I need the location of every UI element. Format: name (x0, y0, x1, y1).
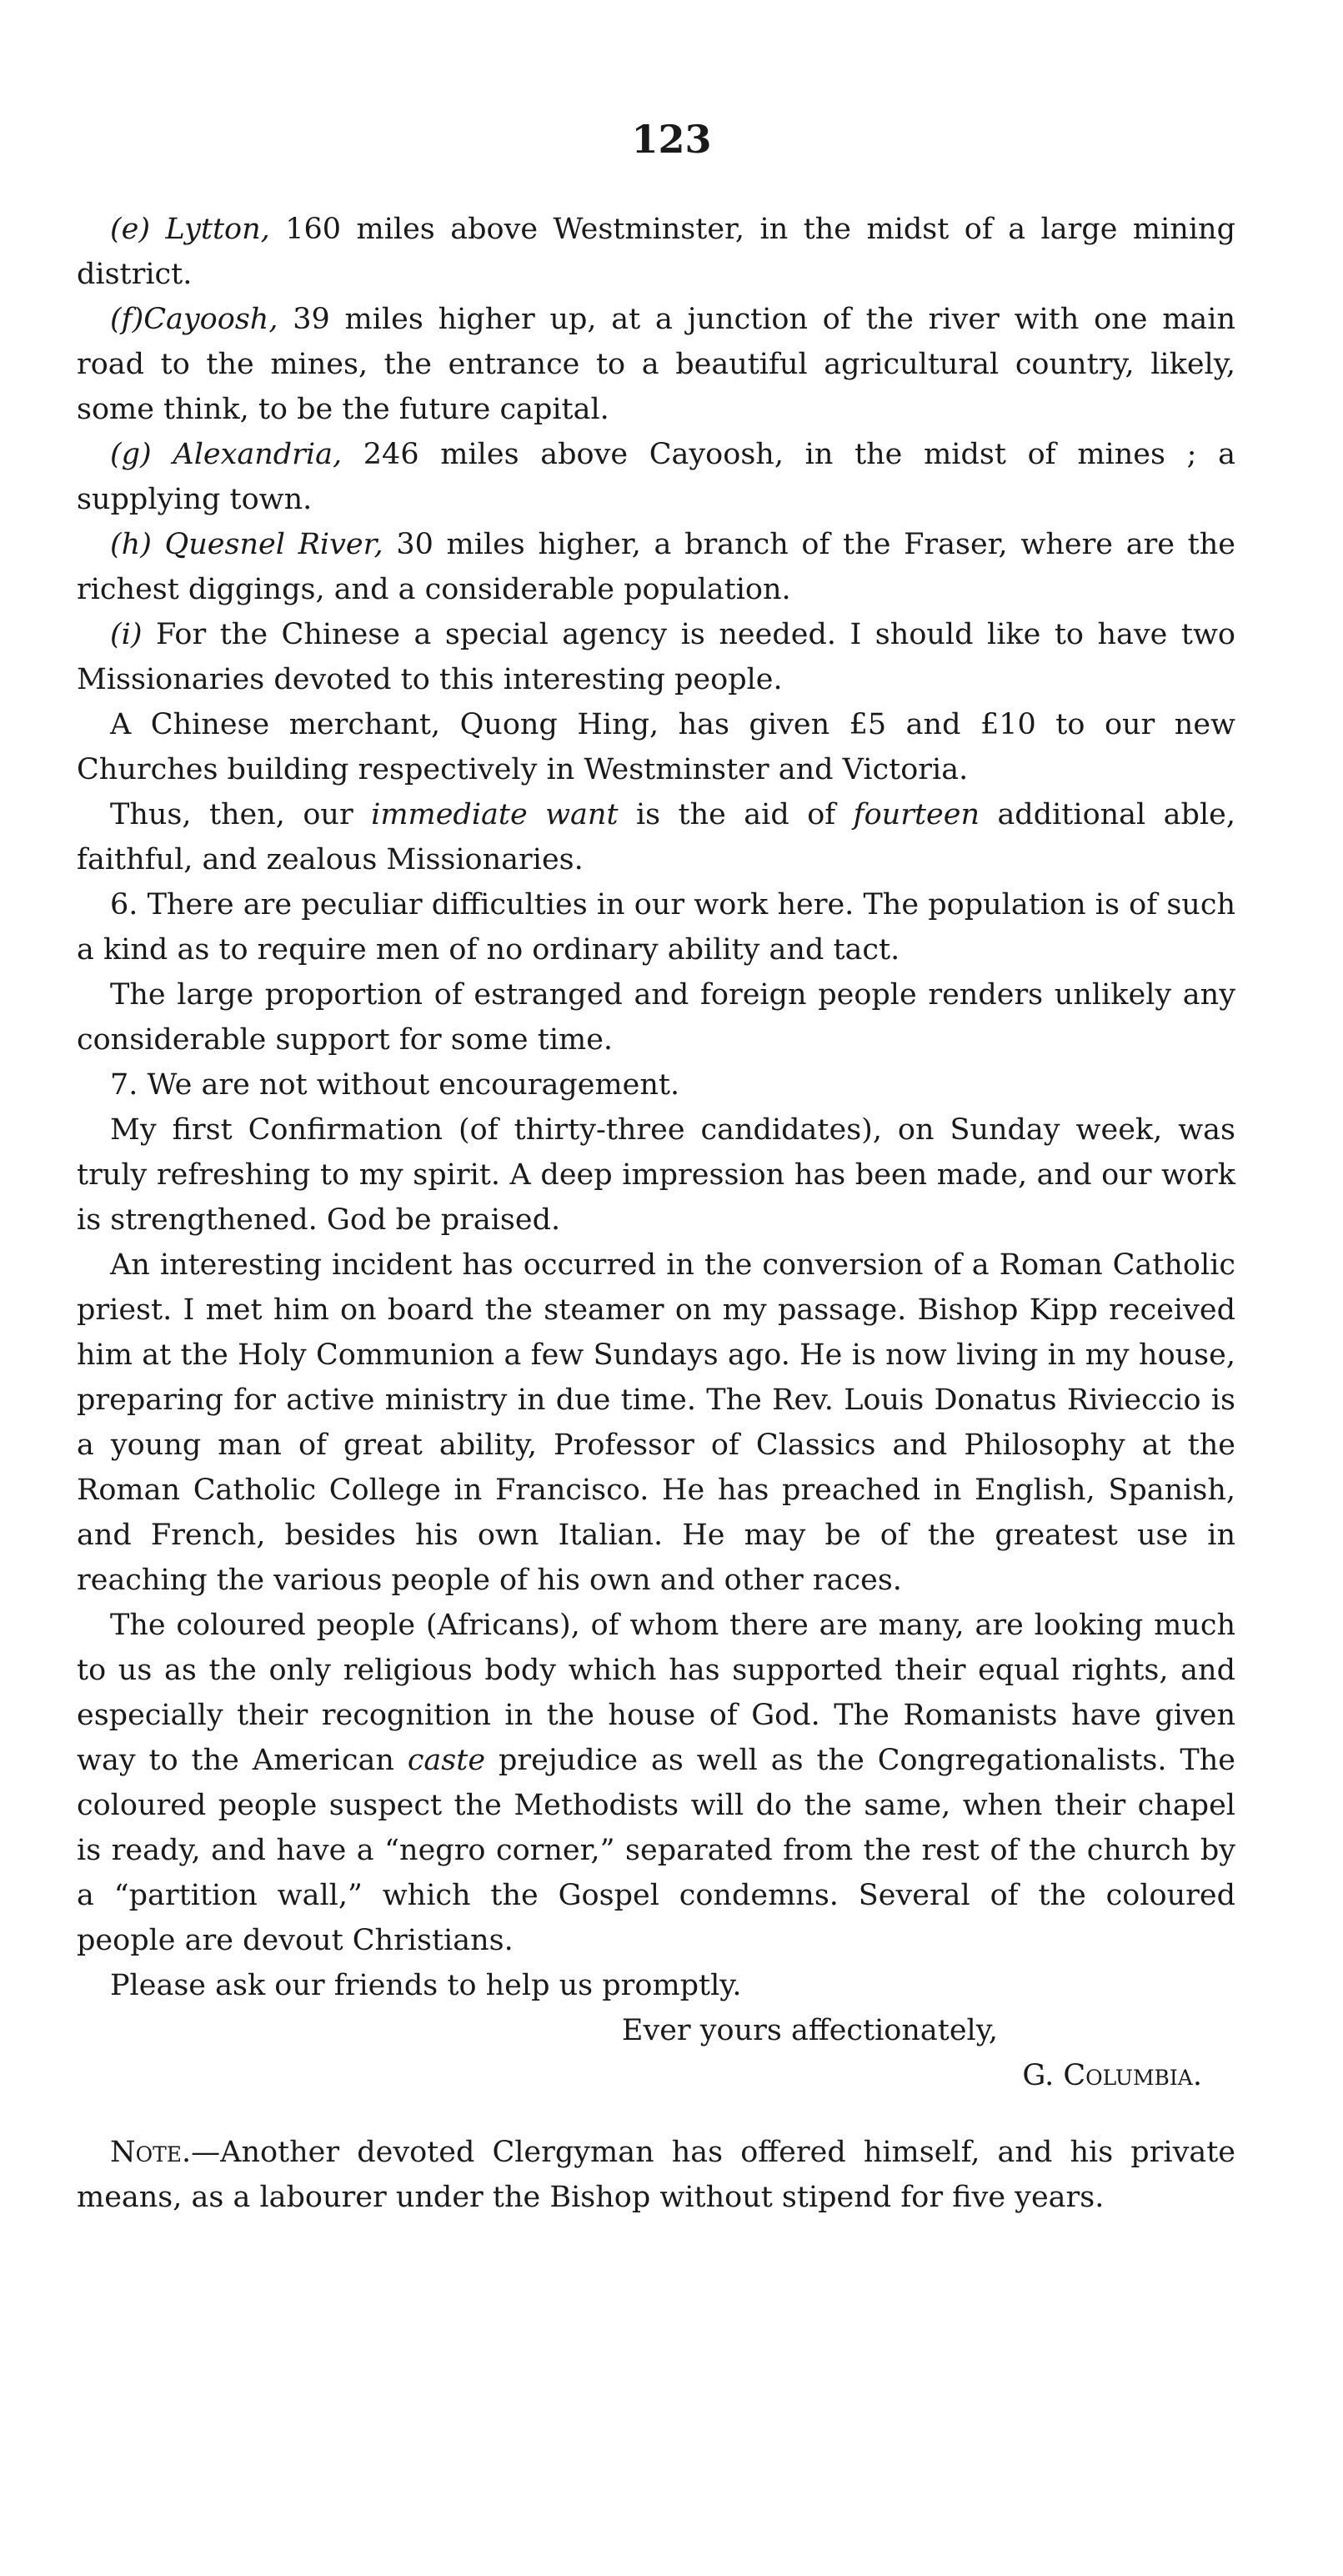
note (77, 2130, 1235, 2220)
want-text-3: additional able, faithful, and zealous Missionaries. (77, 798, 1235, 876)
paragraph-proportion: The large proportion of estranged and foreign people renders unlikely any considerable support for some time. (77, 978, 1235, 1057)
want-emphasis-2: fourteen (853, 798, 980, 831)
item-i-marker: (i) (110, 618, 143, 651)
item-e (77, 207, 1235, 297)
paragraph-immediate-want (77, 792, 1235, 882)
item-h-marker: (h) (110, 528, 152, 561)
coloured-text-1: The coloured people (Africans), of whom there are many, are looking much to us as the only religious body which has supported their equal rights, and especially their recognition in the house of God. The Romanists have given way to the American (77, 1609, 1235, 1777)
paragraph-chinese-merchant: A Chinese merchant, Quong Hing, has given £5 and £10 to our new Churches building respectively in Westminster and Victoria. (77, 708, 1235, 786)
item-f-text: 39 miles higher up, at a junction of the river with one main road to the mines, the entrance to a beautiful agricultural country, likely, some think, to be the future capital. (77, 303, 1235, 426)
item-h-text: 30 miles higher, a branch of the Fraser, where are the richest diggings, and a considerable population. (77, 528, 1235, 606)
page-number: 123 (631, 117, 712, 162)
note-text: —Another devoted Clergyman has offered himself, and his private means, as a labourer under the Bishop without stipend for five years. (77, 2136, 1235, 2214)
item-e-name: Lytton, (165, 213, 270, 246)
closing: Ever yours affectionately, (621, 2014, 998, 2047)
item-e-marker: (e) (110, 213, 151, 246)
item-f-name: Cayoosh, (143, 303, 278, 336)
want-text-2: is the aid of (635, 798, 836, 831)
signature: G. Columbia. (1022, 2059, 1202, 2092)
paragraph-encouragement: 7. We are not without encouragement. (110, 1068, 680, 1102)
note-label: Note. (110, 2136, 192, 2169)
paragraph-please: Please ask our friends to help us promptly. (110, 1969, 742, 2002)
item-h-name: Quesnel River, (164, 528, 383, 561)
item-i (77, 612, 1235, 702)
coloured-text-2: prejudice as well as the Congregationalists. The coloured people suspect the Methodists will do the same, when their chapel is ready, and have a “negro corner,” separated from the rest of the church by a “partition wall,” which the Gospel condemns. Several of the coloured people are devout Christians. (77, 1744, 1235, 1957)
item-i-text: For the Chinese a special agency is needed. I should like to have two Missionaries devoted to this interesting people. (77, 618, 1235, 696)
item-h (77, 522, 1235, 612)
item-g-name: Alexandria, (173, 438, 343, 471)
coloured-emphasis: caste (407, 1744, 486, 1777)
paragraph-priest: An interesting incident has occurred in the conversion of a Roman Catholic priest. I met him on board the steamer on my passage. Bishop Kipp received him at the Holy Communion a few Sundays ago. He is now living in my house, preparing for active ministry in due time. The Rev. Louis Donatus Rivieccio is a young man of great ability, Professor of Classics and Philosophy at the Roman Catholic College in Francisco. He has preached in English, Spanish, and French, besides his own Italian. He may be of the greatest use in reaching the various people of his own and other races. (77, 1248, 1235, 1597)
paragraph-confirmation: My first Confirmation (of thirty-three candidates), on Sunday week, was truly refreshing to my spirit. A deep impression has been made, and our work is strengthened. God be praised. (77, 1113, 1235, 1237)
paragraph-coloured-people (77, 1603, 1235, 1963)
item-f (77, 297, 1235, 432)
item-g-text: 246 miles above Cayoosh, in the midst of mines ; a supplying town. (77, 438, 1235, 516)
want-text-1: Thus, then, our (110, 798, 353, 831)
item-g (77, 432, 1235, 522)
item-g-marker: (g) (110, 438, 152, 471)
item-e-text: 160 miles above Westminster, in the midst of a large mining district. (77, 213, 1235, 291)
body-text (77, 207, 1235, 2220)
paragraph-difficulties: 6. There are peculiar difficulties in our work here. The population is of such a kind as to require men of no ordinary ability and tact. (77, 888, 1235, 967)
want-emphasis-1: immediate want (371, 798, 619, 831)
item-f-marker: (f) (110, 303, 144, 336)
